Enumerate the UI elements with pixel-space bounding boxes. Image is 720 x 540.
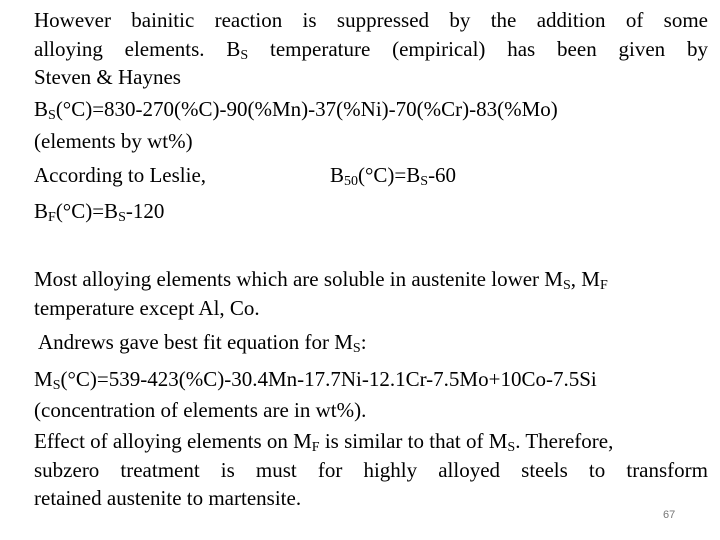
ms-equation: $M_S(^\circ C)=539-423(\%C)-30.4Mn-17.7Ni-12.1Cr-7.5Mo+10Co-7.5Si$ xyxy=(34,367,597,393)
text-line: temperature except Al, Co. xyxy=(34,296,260,320)
text-line: retained austenite to martensite. xyxy=(34,486,302,510)
text-line: (concentration of elements are in wt%). xyxy=(34,398,367,422)
text-line: Steven & Haynes xyxy=(34,65,181,89)
text-line: However bainitic reaction is suppressed by the addition of some xyxy=(34,8,708,32)
leslie-label: According to Leslie, xyxy=(34,163,207,187)
text-line: subzero treatment is must for highly alloyed steels to transform xyxy=(34,458,708,482)
text-line: (elements by wt%) xyxy=(34,129,193,153)
text-line: Most alloying elements which are soluble in austenite lower $M_S$, $M_F$ xyxy=(34,267,608,293)
b50-equation: $B_{50}(^\circ C)=B_S-60$ xyxy=(330,163,457,189)
bf-equation: $B_F(^\circ C)=B_S-120$ xyxy=(34,199,165,225)
text-line: Effect of alloying elements on $M_F$ is similar to that of $M_S$. Therefore, xyxy=(34,429,614,455)
text-line: alloying elements. $B_S$ temperature (empirical) has been given by xyxy=(34,37,708,63)
bs-equation: $B_S(^\circ C)=830-270(\%C)-90(\%Mn)-37(\%Ni)-70(\%Cr)-83(\%Mo)$ xyxy=(34,97,558,123)
andrews-line: Andrews gave best fit equation for $M_S$: xyxy=(38,330,367,356)
page-number: 67 xyxy=(663,509,676,521)
leslie-line xyxy=(34,161,708,189)
